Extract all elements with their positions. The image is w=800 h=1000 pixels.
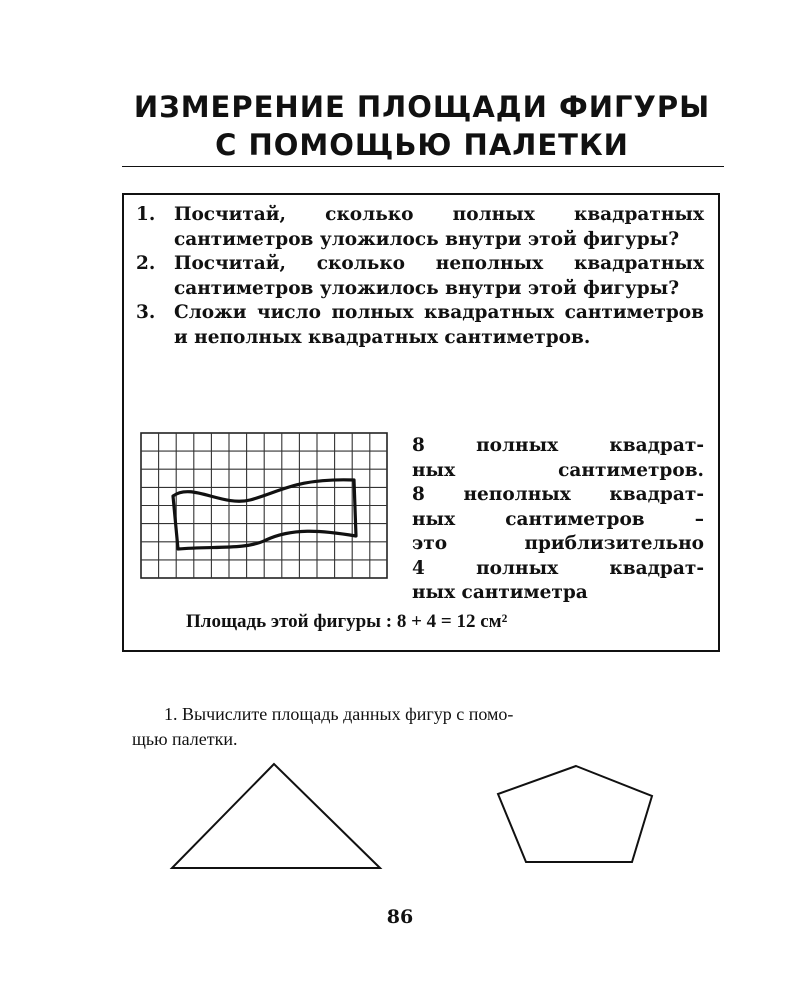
exercise-number: 1.: [164, 704, 178, 724]
step-item: [136, 203, 704, 252]
exercise-figures: [160, 756, 660, 872]
exercise-line-2: щью палетки.: [132, 729, 238, 749]
page-number: 86: [386, 906, 414, 928]
example-line: 4 полных квадрат-: [412, 557, 704, 579]
page-title: [120, 88, 724, 164]
step-text: Посчитай, сколько полных квадратных сантиметров уложилось внутри этой фигуры?: [174, 204, 704, 250]
step-number: 3.: [136, 302, 156, 323]
step-number: 1.: [136, 204, 156, 225]
exercise: [132, 702, 722, 752]
steps-list: [136, 203, 704, 350]
palette-grid-lines: [141, 433, 387, 578]
example-line: 8 неполных квадрат-: [412, 484, 704, 505]
exercise-line-1: [132, 702, 722, 727]
step-item: [136, 252, 704, 301]
area-formula: Площадь этой фигуры : 8 + 4 = 12 см²: [186, 611, 508, 632]
triangle-figure: [172, 764, 380, 868]
example-line: ных сантиметров –: [412, 508, 704, 530]
example-line: 8 полных квадрат-: [412, 435, 704, 456]
title-line-2: С ПОМОЩЬЮ ПАЛЕТКИ: [215, 128, 629, 162]
title-divider: [122, 166, 724, 167]
example-line: ных сантиметра: [412, 582, 588, 603]
step-number: 2.: [136, 253, 156, 274]
example-explanation: [412, 434, 704, 606]
title-line-1: ИЗМЕРЕНИЕ ПЛОЩАДИ ФИГУРЫ: [133, 90, 711, 124]
palette-grid-figure: [140, 432, 390, 582]
step-text: Посчитай, сколько неполных квадратных сантиметров уложилось внутри этой фигуры?: [174, 253, 704, 299]
step-item: [136, 301, 704, 350]
pentagon-figure: [498, 766, 652, 862]
exercise-text: Вычислите площадь данных фигур с помо-: [182, 704, 514, 724]
step-text: Сложи число полных квадратных сантиметров и неполных квадратных сантиметров.: [174, 302, 704, 348]
example-line: это приблизительно: [412, 533, 704, 554]
example-line: ных сантиметров.: [412, 459, 704, 481]
